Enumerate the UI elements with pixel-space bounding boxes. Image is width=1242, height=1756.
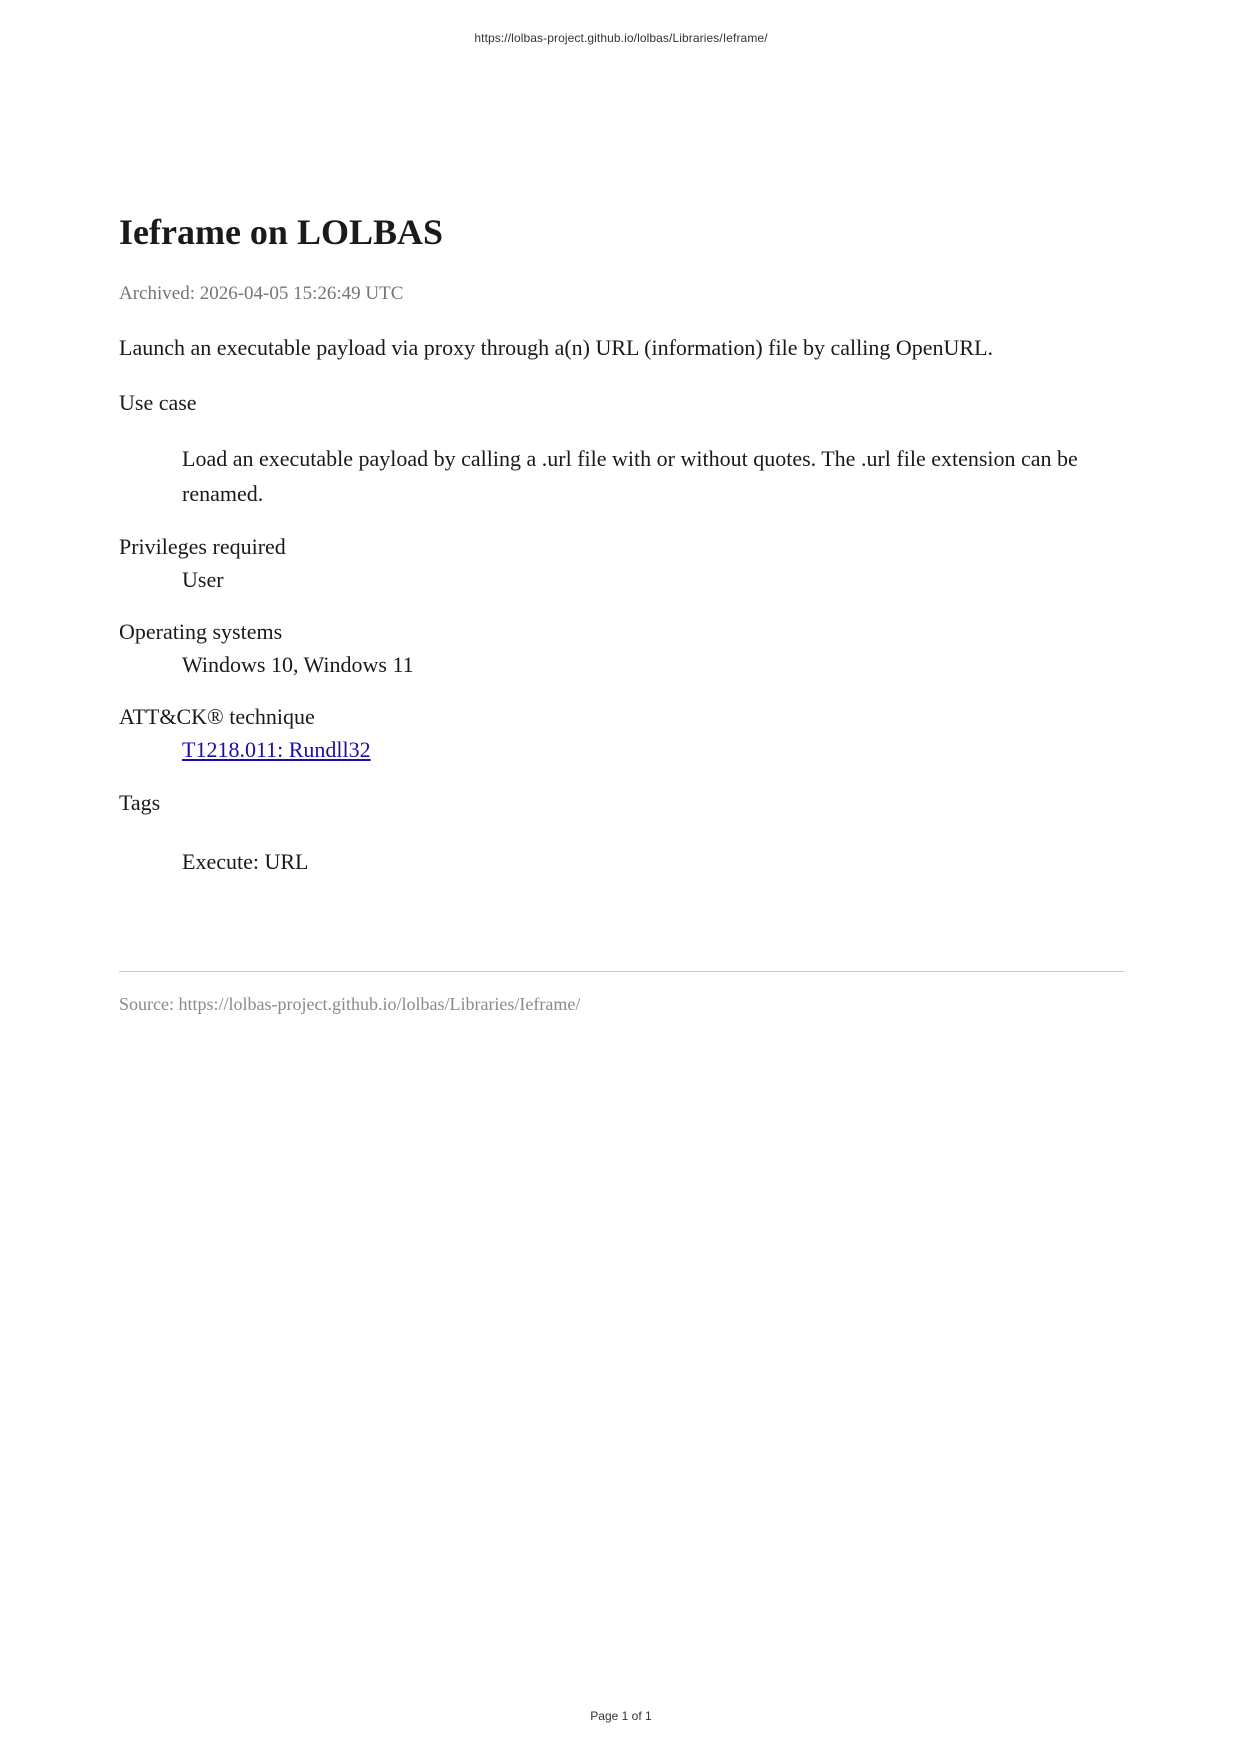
article [119, 210, 1124, 879]
use-case-value: Load an executable payload by calling a .url file with or without quotes. The .url file extension can be renamed. [182, 446, 1078, 506]
attack-technique-link[interactable]: T1218.011: Rundll32 [182, 737, 371, 762]
use-case-label: Use case [119, 390, 197, 415]
attack-technique-value [182, 732, 1124, 767]
operating-systems-value: Windows 10, Windows 11 [182, 652, 414, 677]
privileges-label: Privileges required [119, 534, 286, 559]
source-url: Source: https://lolbas-project.github.io/lolbas/Libraries/Ieframe/ [119, 994, 581, 1014]
print-header-url: https://lolbas-project.github.io/lolbas/Libraries/Ieframe/ [474, 31, 768, 45]
description: Launch an executable payload via proxy through a(n) URL (information) file by calling OpenURL. [119, 335, 994, 360]
privileges-value: User [182, 567, 224, 592]
page-title: Ieframe on LOLBAS [119, 212, 443, 252]
divider [119, 971, 1124, 972]
page-number: Page 1 of 1 [590, 1709, 652, 1723]
attack-technique-label: ATT&CK® technique [119, 704, 315, 729]
tags-label: Tags [119, 790, 161, 815]
tags-value: Execute: URL [182, 849, 309, 874]
archived-timestamp: Archived: 2026-04-05 15:26:49 UTC [119, 283, 404, 304]
operating-systems-label: Operating systems [119, 619, 283, 644]
